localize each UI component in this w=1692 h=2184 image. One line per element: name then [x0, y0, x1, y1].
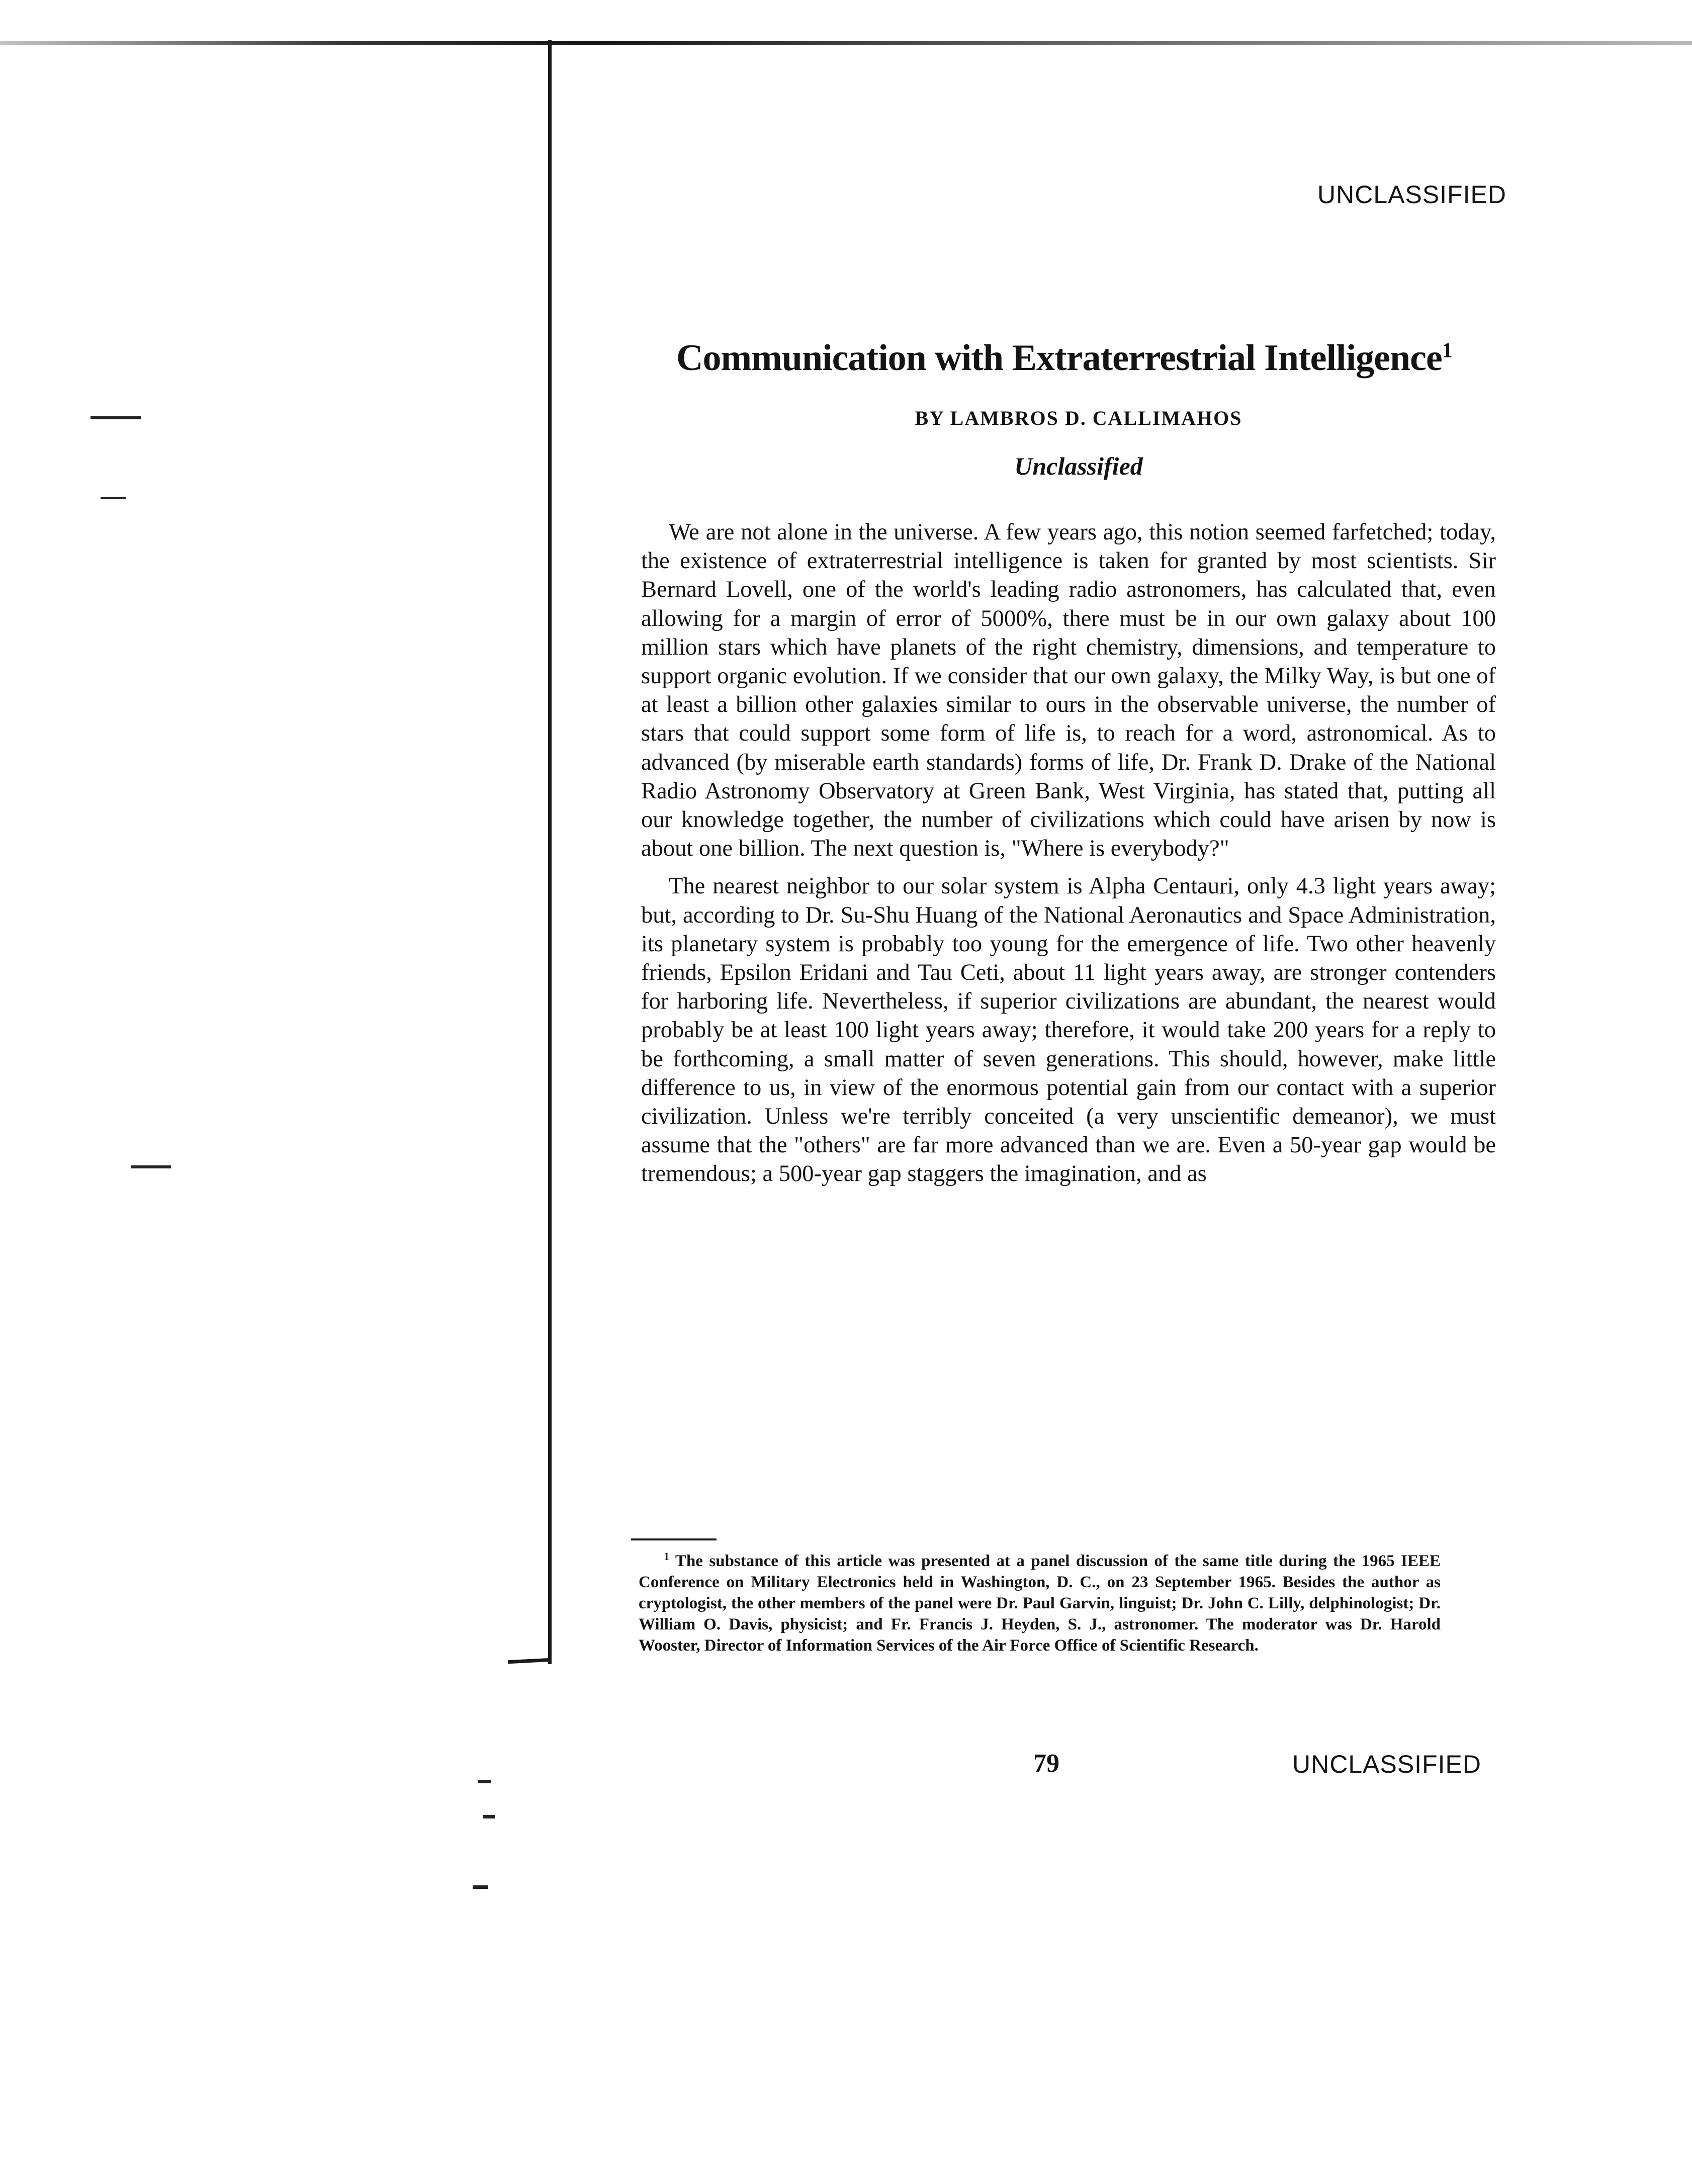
header-classification: UNCLASSIFIED: [1317, 180, 1506, 209]
scan-border-foot: [508, 1658, 551, 1664]
scan-border-top: [0, 41, 1692, 45]
scan-speck: [101, 497, 126, 499]
article-title-text: Communication with Extraterrestrial Intelligence: [676, 337, 1442, 379]
page-number: 79: [1033, 1749, 1059, 1778]
scan-border-left: [548, 40, 552, 1664]
footnote-marker: 1: [664, 1550, 669, 1563]
footer-classification: UNCLASSIFIED: [1292, 1750, 1481, 1778]
footnote-text: The substance of this article was presented at a panel discussion of the same title during the 1965 IEEE Conference on Military Electronics held in Washington, D. C., on 23 September 1965. Besides the author as cryptologist, the other members of the panel were Dr. Paul Garvin, linguist; Dr. John C. Lilly, delphinologist; Dr. William O. Davis, physicist; and Fr. Francis J. Heyden, S. J., astronomer. The moderator was Dr. Harold Wooster, Director of Information Services of the Air Force Office of Scientific Research.: [639, 1552, 1441, 1655]
scan-speck: [473, 1885, 488, 1889]
footnote-divider: [631, 1538, 717, 1540]
scan-speck: [131, 1165, 171, 1168]
article-title: [676, 337, 1481, 380]
paragraph: We are not alone in the universe. A few years ago, this notion seemed farfetched; today, the existence of extraterrestrial intelligence is taken for granted by most scientists. Sir Bernard Lovell, one of the world's leading radio astronomers, has calculated that, even allowing for a margin of error of 5000%, there must be in our own galaxy about 100 million stars which have planets of the right chemistry, dimensions, and temperature to support organic evolution. If we consider that our own galaxy, the Milky Way, is but one of at least a billion other galaxies similar to ours in the observable universe, the number of stars that could support some form of life is, to reach for a word, astronomical. As to advanced (by miserable earth standards) forms of life, Dr. Frank D. Drake of the National Radio Astronomy Observatory at Green Bank, West Virginia, has stated that, putting all our knowledge together, the number of civilizations which could have arisen by now is about one billion. The next question is, "Where is everybody?": [641, 519, 1496, 862]
byline: BY LAMBROS D. CALLIMAHOS: [915, 407, 1242, 429]
article-body: [641, 518, 1496, 1189]
classification-marking: Unclassified: [1014, 452, 1143, 480]
scan-speck: [91, 416, 141, 419]
scan-speck: [478, 1780, 491, 1783]
title-footnote-marker: 1: [1442, 339, 1452, 362]
scan-speck: [483, 1815, 495, 1818]
footnote: [639, 1546, 1441, 1656]
paragraph: The nearest neighbor to our solar system is Alpha Centauri, only 4.3 light years away; but, according to Dr. Su-Shu Huang of the National Aeronautics and Space Administration, its planetary system is probably too young for the emergence of life. Two other heavenly friends, Epsilon Eridani and Tau Ceti, about 11 light years away, are stronger contenders for harboring life. Nevertheless, if superior civilizations are abundant, the nearest would probably be at least 100 light years away; therefore, it would take 200 years for a reply to be forthcoming, a small matter of seven generations. This should, however, make little difference to us, in view of the enormous potential gain from our contact with a superior civilization. Unless we're terribly conceited (a very unscientific demeanor), we must assume that the "others" are far more advanced than we are. Even a 50-year gap would be tremendous; a 500-year gap staggers the imagination, and as: [641, 873, 1496, 1187]
